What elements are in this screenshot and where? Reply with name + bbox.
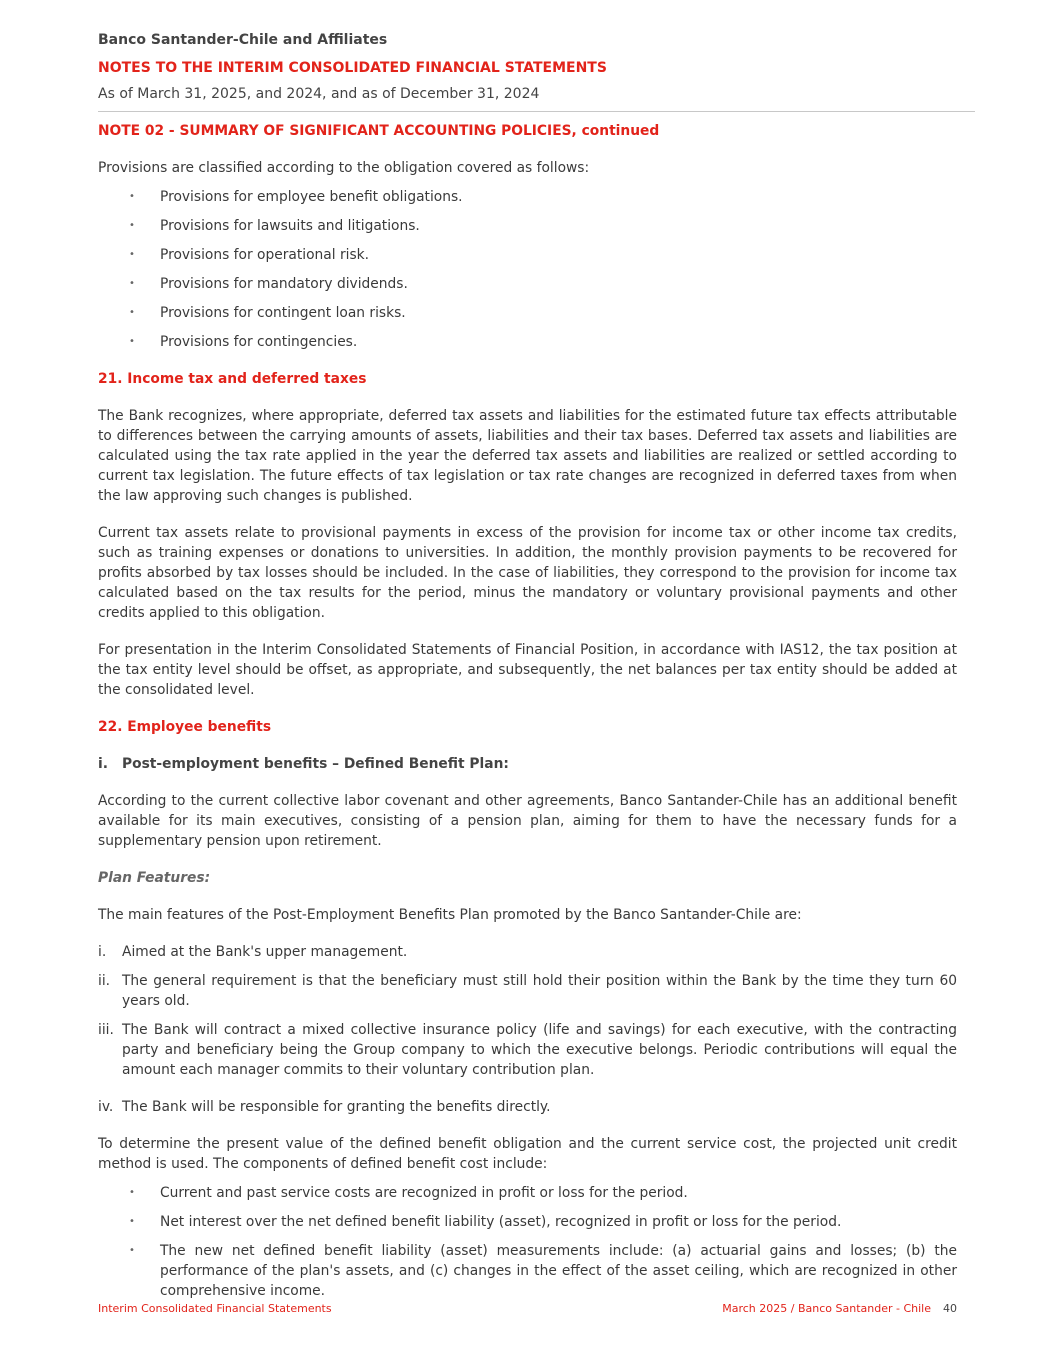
section-21-paragraph-2: Current tax assets relate to provisional payments in excess of the provision for income tax or other income tax credits, such as training expenses or donations to universities. In addition, the monthly provision payments to be recovered for profits absorbed by tax losses should be included. In the case of liabilities, they correspond to the provision for income tax calculated based on the tax results for the period, minus the mandatory or voluntary provisional payments and other credits applied to this obligation.: [98, 525, 957, 621]
cost-paragraph: To determine the present value of the defined benefit obligation and the current service cost, the projected unit credit method is used. The components of defined benefit cost include:: [98, 1136, 957, 1172]
list-item: [98, 942, 957, 962]
section-21-paragraph-3: For presentation in the Interim Consolidated Statements of Financial Position, in accordance with IAS12, the tax position at the tax entity level should be offset, as appropriate, and subsequently, the net balances per tax entity should be added at the consolidated level.: [98, 642, 957, 698]
notes-title: NOTES TO THE INTERIM CONSOLIDATED FINANCIAL STATEMENTS: [98, 60, 607, 76]
provisions-intro: Provisions are classified according to the obligation covered as follows:: [98, 160, 590, 176]
footer-left: Interim Consolidated Financial Statements: [98, 1302, 332, 1315]
list-item: • Provisions for operational risk.: [98, 245, 957, 265]
cost-components-list: [98, 1183, 957, 1301]
list-text: The Bank will contract a mixed collective insurance policy (life and savings) for each executive, with the contracting party and beneficiary being the Group company to which the executive belongs. Periodic contributions will equal the amount each manager commits to their voluntary contribution plan.: [122, 1022, 957, 1078]
list-item: • Net interest over the net defined benefit liability (asset), recognized in profit or loss for the period.: [98, 1212, 957, 1232]
list-item: • Provisions for contingent loan risks.: [98, 303, 957, 323]
note-title: NOTE 02 - SUMMARY OF SIGNIFICANT ACCOUNTING POLICIES, continued: [98, 123, 660, 139]
features-list: [98, 942, 957, 1117]
plan-features-title: Plan Features:: [98, 870, 211, 886]
list-item: • Provisions for employee benefit obligations.: [98, 187, 957, 207]
page-content: [98, 121, 957, 1301]
list-text: The general requirement is that the beneficiary must still hold their position within the Bank by the time they turn 60 years old.: [122, 973, 957, 1009]
list-number: iii.: [98, 1022, 114, 1038]
subheading-text: Post-employment benefits – Defined Benefit Plan:: [122, 756, 509, 772]
provisions-list: [98, 187, 957, 352]
company-name: Banco Santander-Chile and Affiliates: [98, 32, 388, 48]
list-item: [98, 1097, 957, 1117]
defined-benefit-subheading: [98, 754, 957, 774]
list-number: i.: [98, 944, 107, 960]
list-item: • Provisions for contingencies.: [98, 332, 957, 352]
footer-right-text: March 2025 / Banco Santander - Chile: [722, 1302, 931, 1315]
page-number: 40: [943, 1302, 957, 1315]
subheading-number: i.: [98, 756, 108, 772]
section-21-paragraph-1: The Bank recognizes, where appropriate, deferred tax assets and liabilities for the estimated future tax effects attributable to differences between the carrying amounts of assets, liabilities and their tax bases. Deferred tax assets and liabilities are calculated using the tax rate applied in the year the deferred tax assets and liabilities are realized or settled according to current tax legislation. The future effects of tax legislation or tax rate changes are recognized in deferred taxes from when the law approving such changes is published.: [98, 408, 957, 504]
list-item: • Provisions for lawsuits and litigations.: [98, 216, 957, 236]
list-item: • The new net defined benefit liability (asset) measurements include: (a) actuarial gains and losses; (b) the performance of the plan's assets, and (c) changes in the effect of the asset ceiling, which are recognized in other comprehensive income.: [98, 1241, 957, 1301]
list-item: [98, 971, 957, 1011]
section-21-title: 21. Income tax and deferred taxes: [98, 371, 367, 387]
list-text: The Bank will be responsible for granting the benefits directly.: [122, 1099, 551, 1115]
list-number: ii.: [98, 973, 111, 989]
section-22-title: 22. Employee benefits: [98, 719, 272, 735]
list-item: • Provisions for mandatory dividends.: [98, 274, 957, 294]
date-line: As of March 31, 2025, and 2024, and as of December 31, 2024: [98, 86, 540, 102]
list-item: [98, 1020, 957, 1080]
list-number: iv.: [98, 1099, 114, 1115]
section-22-paragraph-1: According to the current collective labor covenant and other agreements, Banco Santander-Chile has an additional benefit available for its main executives, consisting of a pension plan, aiming for them to have the necessary funds for a supplementary pension upon retirement.: [98, 793, 957, 849]
header-divider: [98, 111, 975, 112]
list-text: Aimed at the Bank's upper management.: [122, 944, 408, 960]
list-item: • Current and past service costs are recognized in profit or loss for the period.: [98, 1183, 957, 1203]
footer-right: [722, 1302, 957, 1316]
features-intro: The main features of the Post-Employment Benefits Plan promoted by the Banco Santander-Chile are:: [98, 907, 802, 923]
